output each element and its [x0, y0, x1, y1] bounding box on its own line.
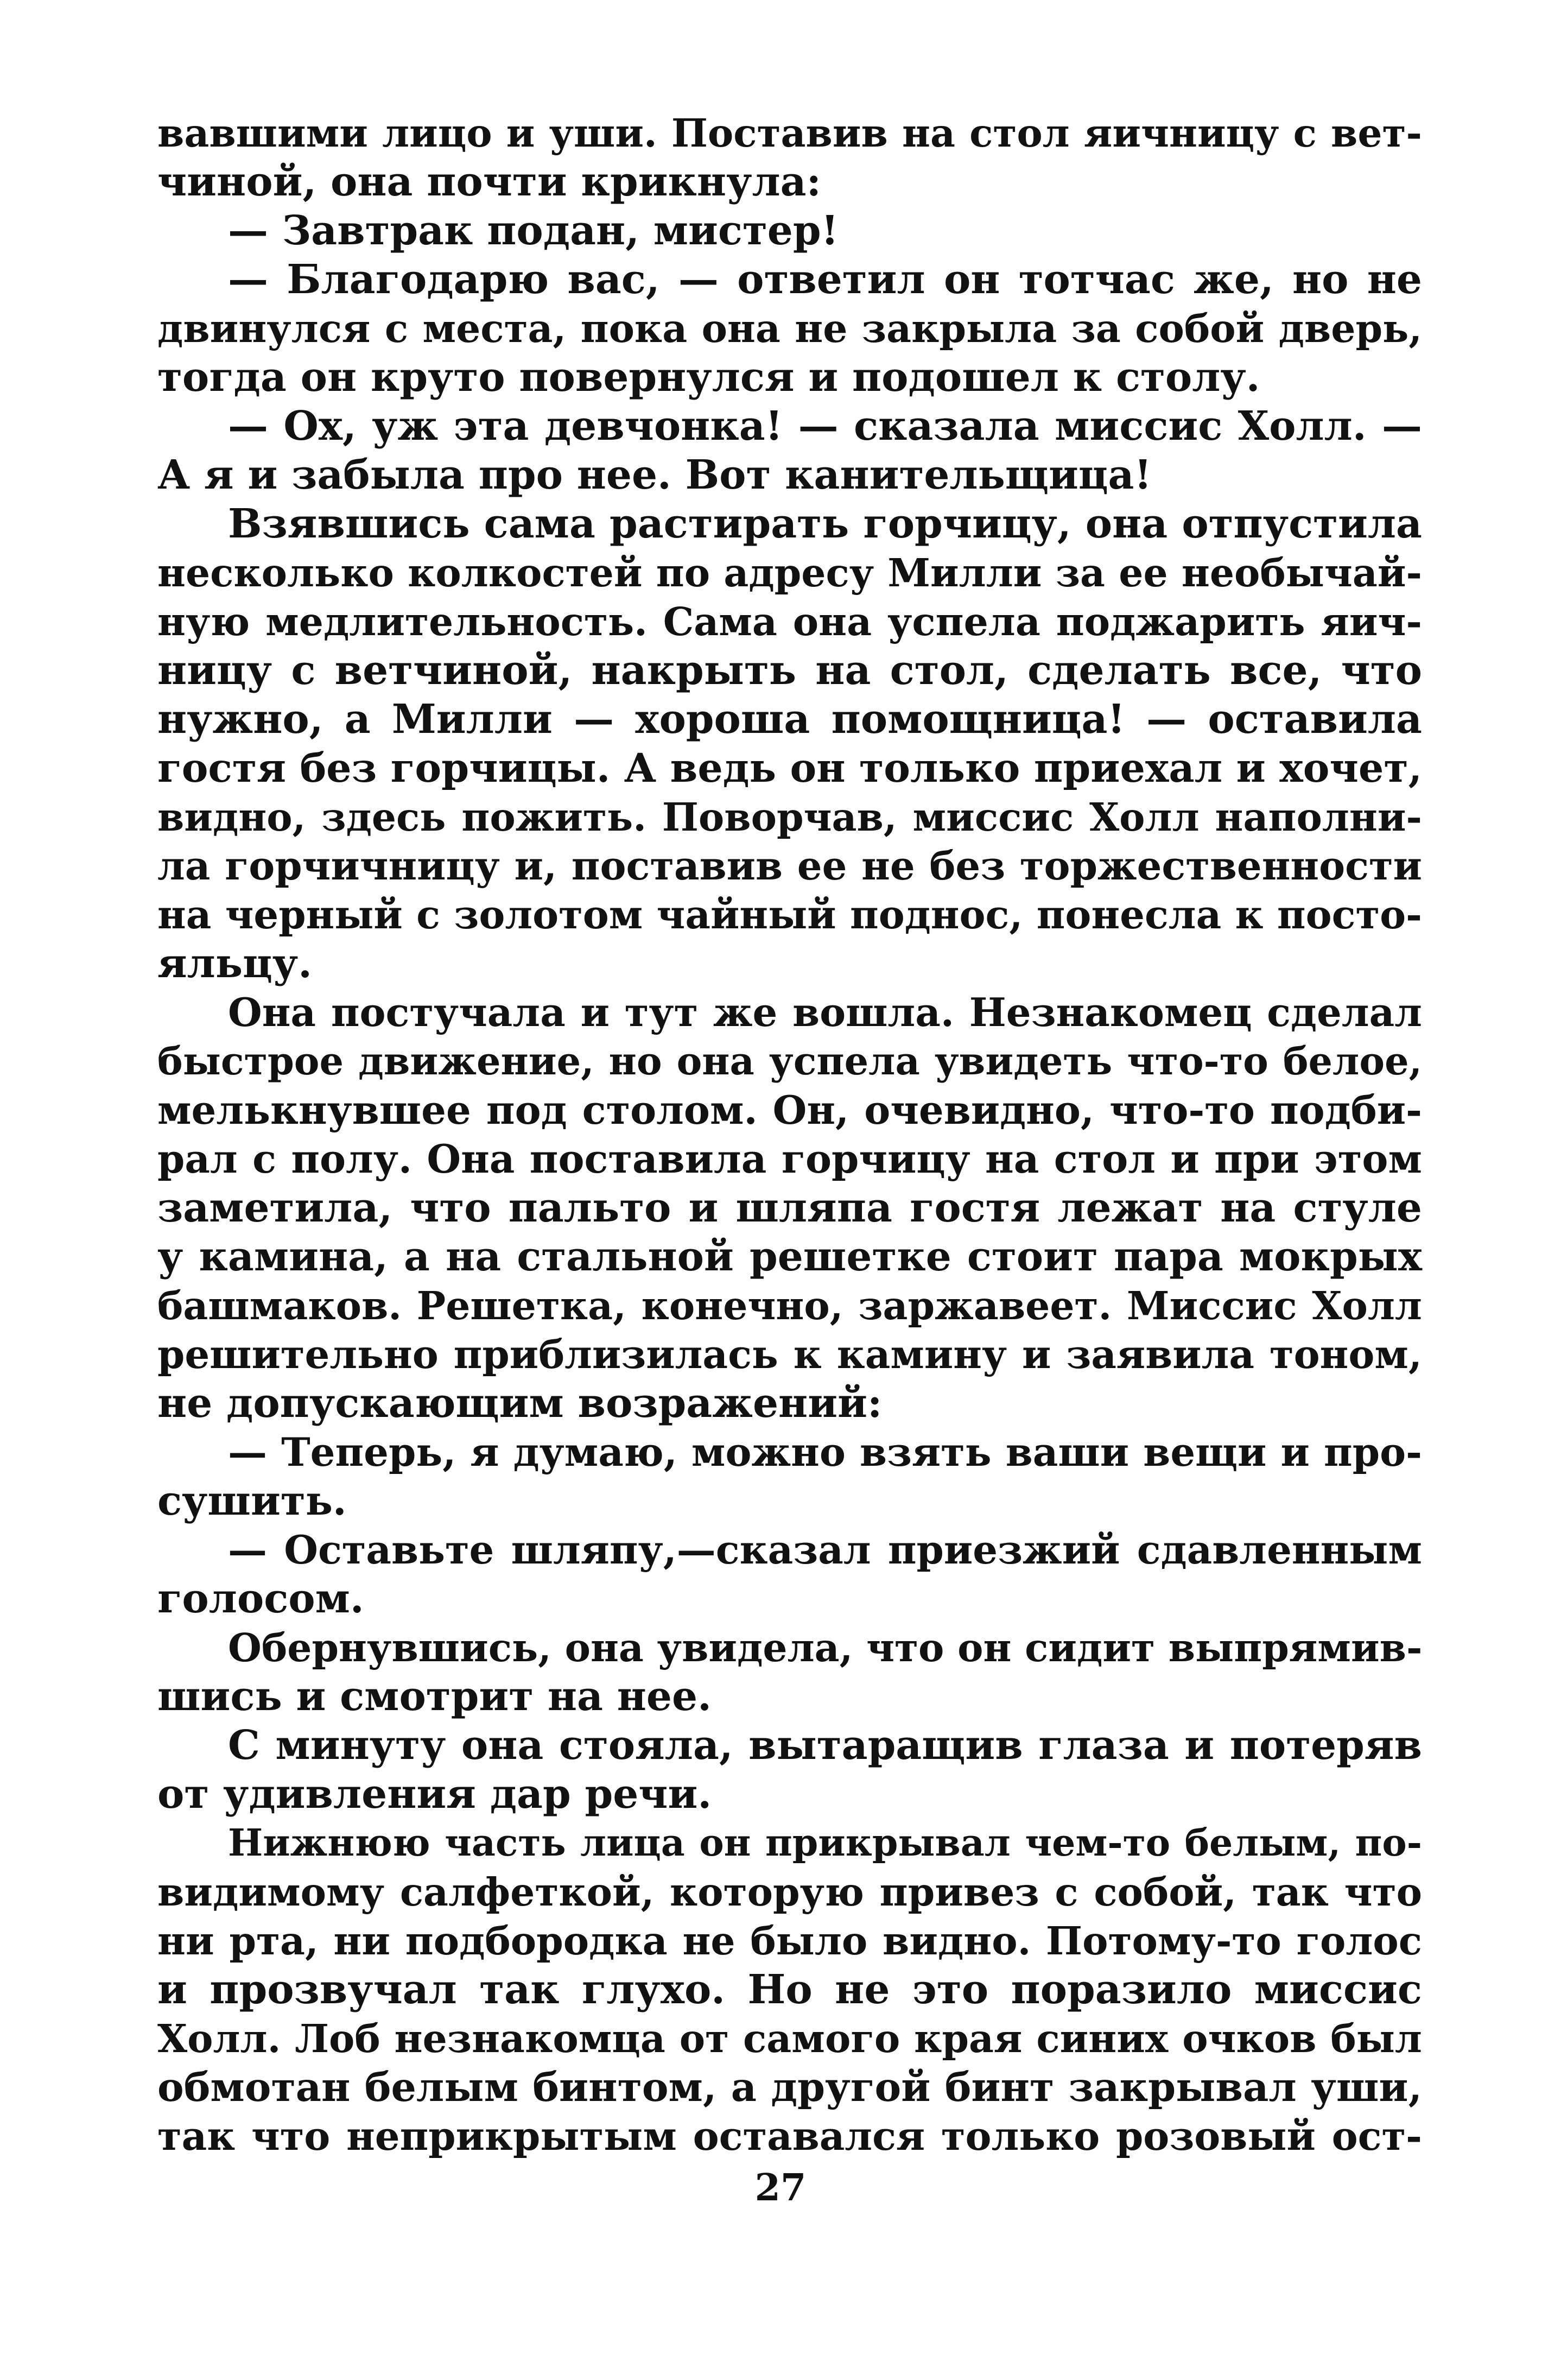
text-line: А я и забыла про нее. Вот канительщица!: [157, 452, 1152, 498]
text-line: нужно, а Милли — хороша помощница! — оставила: [157, 696, 1422, 743]
text-line: рал с полу. Она поставила горчицу на стол и при этом: [157, 1136, 1422, 1182]
text-line: и прозвучал так глухо. Но не это поразило миссис: [157, 1966, 1422, 2013]
text-line: голосом.: [157, 1575, 364, 1622]
text-line: от удивления дар речи.: [157, 1771, 712, 1818]
text-line: — Теперь, я думаю, можно взять ваши вещи и про-: [228, 1429, 1422, 1475]
text-line: так что неприкрытым оставался только розовый ост-: [157, 2113, 1422, 2159]
text-line: тогда он круто повернулся и подошел к столу.: [157, 354, 1260, 401]
text-line: — Ох, уж эта девчонка! — сказала миссис Холл. —: [228, 403, 1422, 450]
text-line: мелькнувшее под столом. Он, очевидно, что-то подби-: [157, 1087, 1422, 1133]
text-line: башмаков. Решетка, конечно, заржавеет. Миссис Холл: [157, 1283, 1422, 1328]
text-line: решительно приблизилась к камину и заявила тоном,: [157, 1331, 1422, 1377]
text-line: обмотан белым бинтом, а другой бинт закрывал уши,: [157, 2064, 1422, 2111]
text-line: вавшими лицо и уши. Поставив на стол яичницу с вет-: [157, 110, 1422, 156]
text-line: двинулся с места, пока она не закрыла за собой дверь,: [157, 306, 1422, 351]
text-line: ни рта, ни подбородка не было видно. Потому-то голос: [157, 1918, 1422, 1964]
text-line: не допускающим возражений:: [157, 1380, 883, 1427]
text-line: — Завтрак подан, мистер!: [228, 207, 839, 254]
text-line: Обернувшись, она увидела, что он сидит выпрямив-: [228, 1625, 1423, 1670]
text-line: чиной, она почти крикнула:: [157, 159, 821, 205]
text-line: яльцу.: [157, 940, 312, 987]
text-line: видимому салфеткой, которую привез с собой, так что: [157, 1869, 1422, 1915]
text-line: Нижнюю часть лица он прикрывал чем-то белым, по-: [228, 1821, 1422, 1865]
text-line: у камина, а на стальной решетке стоит пара мокрых: [157, 1233, 1422, 1280]
text-line: С минуту она стояла, вытаращив глаза и потеряв: [228, 1722, 1422, 1769]
text-line: шись и смотрит на нее.: [157, 1673, 712, 1720]
text-line: несколько колкостей по адресу Милли за ее необычай-: [157, 550, 1422, 596]
book-page-text: [157, 109, 1422, 2161]
text-line: Холл. Лоб незнакомца от самого края синих очков был: [157, 2016, 1422, 2061]
text-line: на черный с золотом чайный поднос, понесла к посто-: [157, 891, 1422, 938]
text-line: ную медлительность. Сама она успела поджарить яич-: [157, 599, 1422, 644]
text-line: видно, здесь пожить. Поворчав, миссис Холл наполни-: [157, 794, 1422, 840]
text-line: — Благодарю вас, — ответил он тотчас же, но не: [228, 256, 1422, 303]
text-line: — Оставьте шляпу,—сказал приезжий сдавленным: [228, 1527, 1422, 1573]
text-line: Взявшись сама растирать горчицу, она отпустила: [228, 501, 1422, 547]
text-line: сушить.: [157, 1478, 347, 1524]
text-line: быстрое движение, но она успела увидеть что-то белое,: [157, 1039, 1422, 1084]
page-number: 27: [754, 2166, 807, 2210]
text-line: Она постучала и тут же вошла. Незнакомец сделал: [228, 989, 1422, 1035]
text-line: гостя без горчицы. А ведь он только приехал и хочет,: [157, 745, 1422, 792]
text-line: заметила, что пальто и шляпа гостя лежат на стуле: [157, 1185, 1422, 1231]
text-line: ла горчичницу и, поставив ее не без торжественности: [157, 843, 1422, 889]
text-line: ницу с ветчиной, накрыть на стол, сделать все, что: [157, 647, 1422, 694]
